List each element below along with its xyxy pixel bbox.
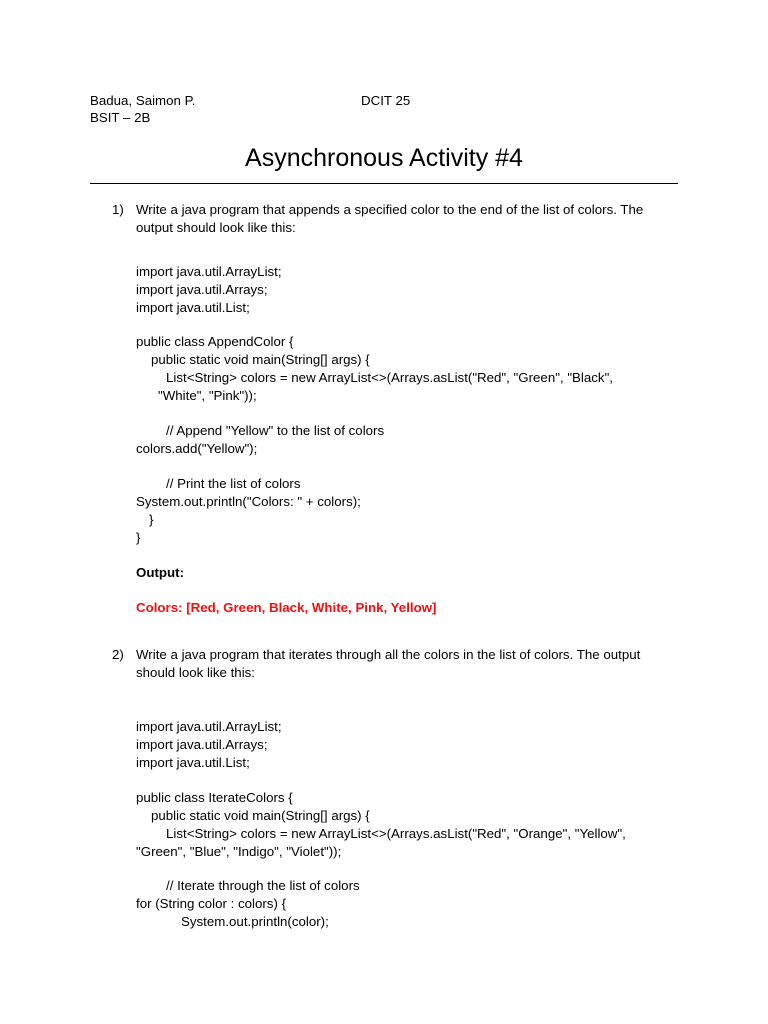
item2-prompt-line2: should look like this:: [136, 665, 255, 680]
section-label: BSIT – 2B: [90, 110, 151, 125]
item1-code-line: import java.util.Arrays;: [136, 282, 268, 297]
item1-number: 1): [112, 202, 124, 217]
item1-code-comment: // Append "Yellow" to the list of colors: [166, 423, 385, 438]
item1-code-line: List<String> colors = new ArrayList<>(Arrays.asList("Red", "Green", "Black",: [166, 370, 613, 385]
item1-code-line: public class AppendColor {: [136, 334, 294, 349]
item1-output-label: Output:: [136, 565, 184, 580]
item1-code-comment: // Print the list of colors: [166, 476, 301, 491]
item1-output-value: Colors: [Red, Green, Black, White, Pink, Yellow]: [136, 600, 437, 615]
item2-code-line: import java.util.List;: [136, 755, 250, 770]
item2-code-line: public static void main(String[] args) {: [151, 808, 370, 823]
item1-code-line: colors.add("Yellow");: [136, 441, 258, 456]
item2-code-line: System.out.println(color);: [181, 914, 329, 929]
item1-code-line: }: [136, 530, 141, 545]
item2-prompt-line1: Write a java program that iterates through all the colors in the list of colors. The output: [136, 647, 641, 662]
course-code: DCIT 25: [361, 93, 411, 108]
item1-code-line: }: [149, 512, 154, 527]
item2-code-comment: // Iterate through the list of colors: [166, 878, 360, 893]
item2-code-line: public class IterateColors {: [136, 790, 293, 805]
item2-code-line: List<String> colors = new ArrayList<>(Arrays.asList("Red", "Orange", "Yellow",: [166, 826, 626, 841]
item1-code-line: import java.util.ArrayList;: [136, 264, 282, 279]
title-divider: [90, 183, 678, 184]
item2-code-line: import java.util.Arrays;: [136, 737, 268, 752]
item1-prompt-line1: Write a java program that appends a specified color to the end of the list of colors. The: [136, 202, 644, 217]
item2-code-line: for (String color : colors) {: [136, 896, 287, 911]
item2-code-line: "Green", "Blue", "Indigo", "Violet"));: [136, 844, 342, 859]
page-title: Asynchronous Activity #4: [245, 144, 523, 172]
item2-code-line: import java.util.ArrayList;: [136, 719, 282, 734]
item1-code-line: public static void main(String[] args) {: [151, 352, 370, 367]
author-name: Badua, Saimon P.: [90, 93, 196, 108]
item1-code-line: import java.util.List;: [136, 300, 250, 315]
item1-code-line: System.out.println("Colors: " + colors);: [136, 494, 361, 509]
item1-code-line: "White", "Pink"));: [158, 388, 257, 403]
item2-number: 2): [112, 647, 124, 662]
item1-prompt-line2: output should look like this:: [136, 220, 296, 235]
